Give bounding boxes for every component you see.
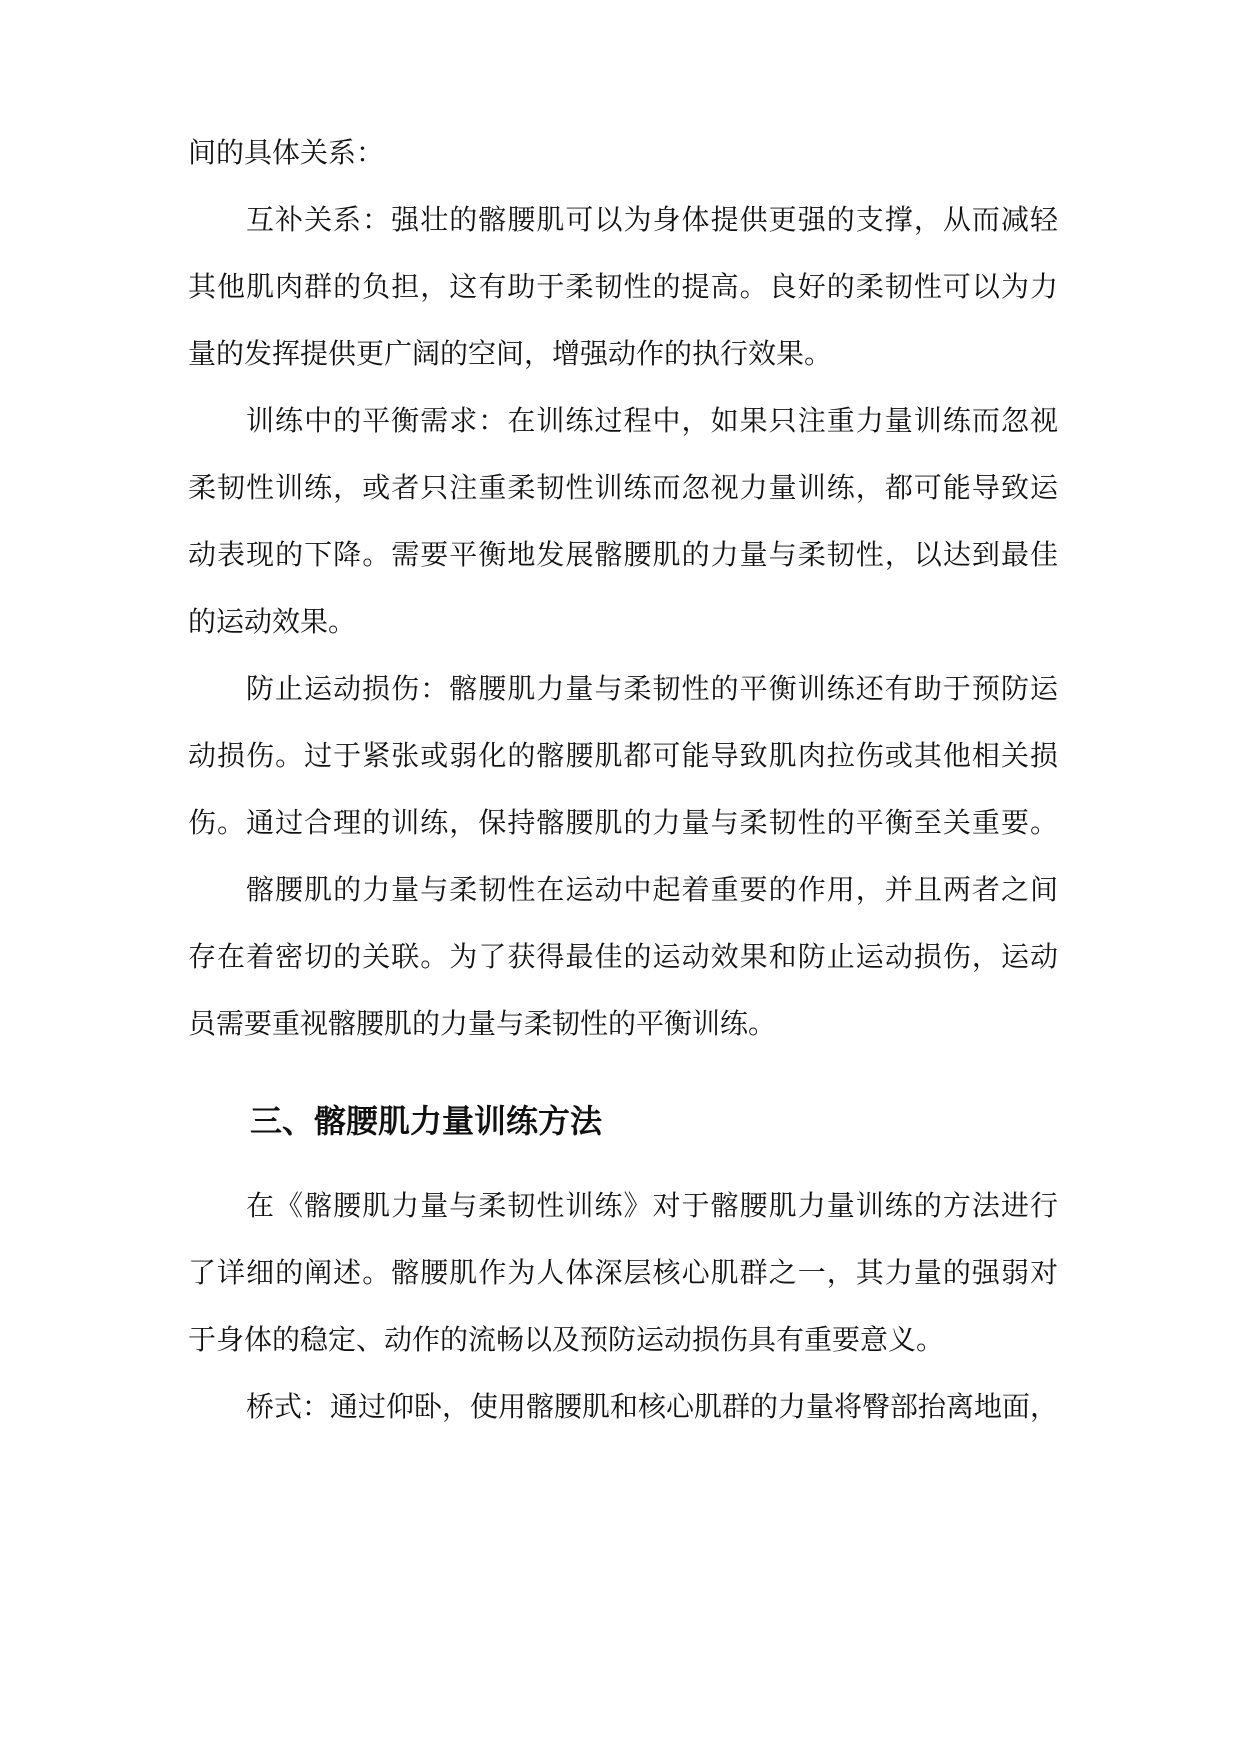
text-line: 间的具体关系： [188,136,385,169]
text-line: 防止运动损伤：髂腰肌力量与柔韧性的平衡训练还有助于预防运 [246,672,1058,705]
text-line: 量的发挥提供更广阔的空间，增强动作的执行效果。 [188,337,833,370]
section-heading: 三、髂腰肌力量训练方法 [250,1102,603,1140]
document-page [188,0,1058,1754]
text-line: 于身体的稳定、动作的流畅以及预防运动损伤具有重要意义。 [188,1323,945,1356]
text-line: 动表现的下降。需要平衡地发展髂腰肌的力量与柔韧性，以达到最佳 [188,538,1058,571]
text-line: 在《髂腰肌力量与柔韧性训练》对于髂腰肌力量训练的方法进行 [246,1189,1058,1222]
text-line: 髂腰肌的力量与柔韧性在运动中起着重要的作用，并且两者之间 [246,873,1058,906]
text-line: 训练中的平衡需求：在训练过程中，如果只注重力量训练而忽视 [246,404,1058,437]
text-line: 其他肌肉群的负担，这有助于柔韧性的提高。良好的柔韧性可以为力 [188,270,1058,303]
text-line: 伤。通过合理的训练，保持髂腰肌的力量与柔韧性的平衡至关重要。 [188,806,1058,839]
text-line: 互补关系：强壮的髂腰肌可以为身体提供更强的支撑，从而减轻 [246,203,1058,236]
text-line: 的运动效果。 [188,605,357,638]
text-line: 桥式：通过仰卧，使用髂腰肌和核心肌群的力量将臀部抬离地面， [246,1390,1058,1423]
text-line: 动损伤。过于紧张或弱化的髂腰肌都可能导致肌肉拉伤或其他相关损 [188,739,1058,772]
text-line: 存在着密切的关联。为了获得最佳的运动效果和防止运动损伤，运动 [188,940,1058,973]
text-line: 员需要重视髂腰肌的力量与柔韧性的平衡训练。 [188,1007,777,1040]
text-line: 了详细的阐述。髂腰肌作为人体深层核心肌群之一，其力量的强弱对 [188,1256,1058,1289]
text-line: 柔韧性训练，或者只注重柔韧性训练而忽视力量训练，都可能导致运 [188,471,1058,504]
